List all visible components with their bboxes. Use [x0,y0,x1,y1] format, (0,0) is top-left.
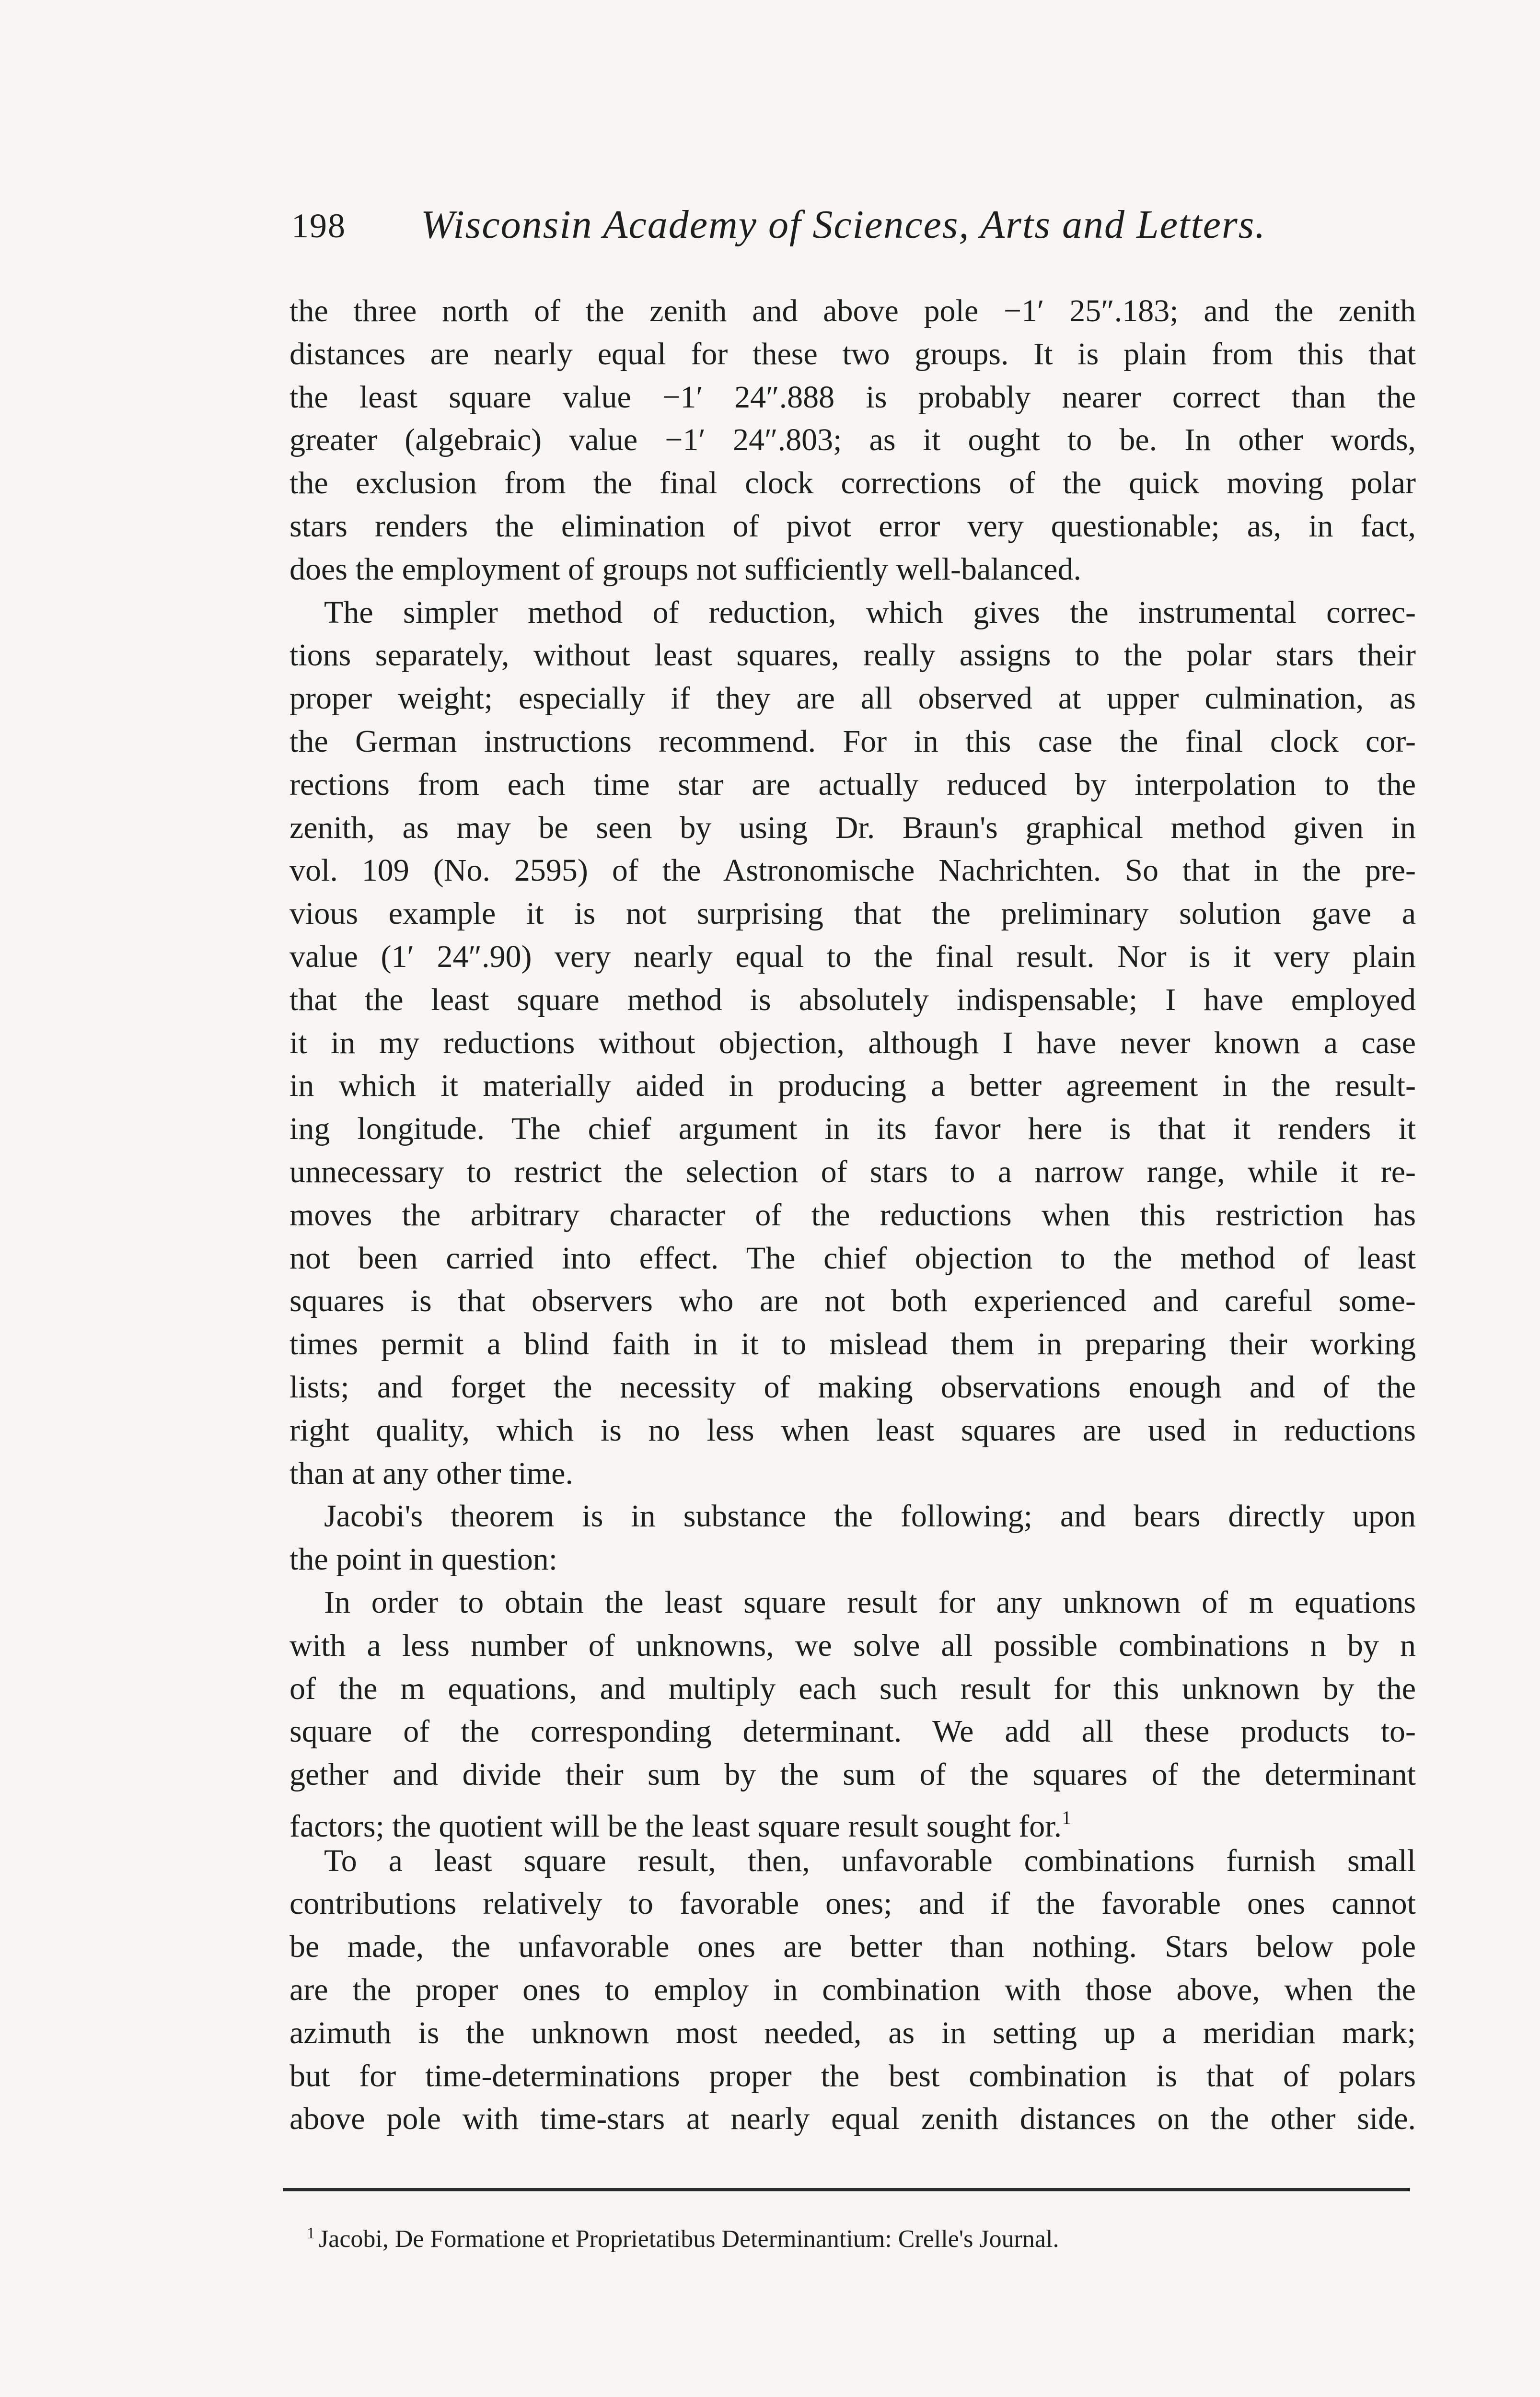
text-line: zenith, as may be seen by using Dr. Braun's graphical method given in [289,810,1416,845]
text-line: the exclusion from the final clock corrections of the quick moving polar [289,465,1416,501]
text-line: Jacobi's theorem is in substance the following; and bears directly upon [324,1499,1416,1534]
page-header [291,201,1413,273]
text-line: vol. 109 (No. 2595) of the Astronomische Nachrichten. So that in the pre- [289,853,1416,888]
text-line: it in my reductions without objection, although I have never known a case [289,1025,1416,1060]
text-line: with a less number of unknowns, we solve all possible combinations n by n [289,1628,1416,1663]
text-line: azimuth is the unknown most needed, as in setting up a meridian mark; [289,2015,1416,2050]
text-line: not been carried into effect. The chief objection to the method of least [289,1240,1416,1276]
text-line: stars renders the elimination of pivot error very questionable; as, in fact, [289,508,1416,544]
paragraph [289,1839,1416,2141]
body-text [289,290,1416,2141]
text-line: lists; and forget the necessity of making observations enough and of the [289,1369,1416,1405]
text-line: value (1′ 24″.90) very nearly equal to the final result. Nor is it very plain [289,939,1416,974]
text-line: be made, the unfavorable ones are better than nothing. Stars below pole [289,1929,1416,1965]
text-line: the point in question: [289,1542,558,1577]
text-line: contributions relatively to favorable ones; and if the favorable ones cannot [289,1886,1416,1921]
text-line: ing longitude. The chief argument in its favor here is that it renders it [289,1111,1416,1147]
text-line: To a least square result, then, unfavorable combinations furnish small [324,1843,1416,1878]
page-number: 198 [291,207,346,245]
footnote [307,2224,1059,2253]
text-line: gether and divide their sum by the sum of the squares of the determinant [289,1757,1416,1792]
footnote-divider [283,2188,1410,2191]
text-line: than at any other time. [289,1455,573,1491]
text-line: rections from each time star are actually reduced by interpolation to the [289,767,1416,802]
footnote-text: Jacobi, De Formatione et Proprietatibus Determinantium: Crelle's Journal. [319,2225,1059,2253]
text-line-content: factors; the quotient will be the least square result sought for. [289,1808,1062,1844]
text-line: the three north of the zenith and above pole −1′ 25″.183; and the zenith [289,293,1416,328]
text-line: distances are nearly equal for these two groups. It is plain from this that [289,336,1416,372]
text-line: times permit a blind faith in it to mislead them in preparing their working [289,1326,1416,1362]
paragraph [289,1581,1416,1844]
paragraph [289,591,1416,1495]
text-line: the least square value −1′ 24″.888 is probably nearer correct than the [289,379,1416,415]
text-line: the German instructions recommend. For in this case the final clock cor- [289,723,1416,759]
text-line: are the proper ones to employ in combination with those above, when the [289,1972,1416,2008]
text-line: above pole with time-stars at nearly equal zenith distances on the other side. [289,2101,1416,2137]
paragraph [289,290,1416,591]
text-line: The simpler method of reduction, which gives the instrumental correc- [324,594,1416,630]
text-line: unnecessary to restrict the selection of stars to a narrow range, while it re- [289,1154,1416,1189]
text-line: In order to obtain the least square result for any unknown of m equations [324,1584,1416,1620]
text-line: proper weight; especially if they are all observed at upper culmination, as [289,681,1416,716]
text-line [289,1796,1416,1844]
paragraph [289,1495,1416,1581]
text-line: squares is that observers who are not both experienced and careful some- [289,1283,1416,1319]
text-line: does the employment of groups not sufficiently well-balanced. [289,551,1082,587]
text-line: greater (algebraic) value −1′ 24″.803; as it ought to be. In other words, [289,422,1416,458]
text-line: that the least square method is absolutely indispensable; I have employed [289,982,1416,1017]
text-line: tions separately, without least squares, really assigns to the polar stars their [289,638,1416,673]
text-line: right quality, which is no less when least squares are used in reductions [289,1412,1416,1448]
text-line: of the m equations, and multiply each such result for this unknown by the [289,1671,1416,1706]
footnote-reference: 1 [1062,1806,1072,1828]
running-title: Wisconsin Academy of Sciences, Arts and Letters. [421,202,1266,247]
text-line: but for time-determinations proper the best combination is that of polars [289,2058,1416,2094]
text-line: square of the corresponding determinant. We add all these products to- [289,1714,1416,1749]
text-line: moves the arbitrary character of the reductions when this restriction has [289,1197,1416,1233]
text-line: in which it materially aided in producing a better agreement in the result- [289,1068,1416,1104]
footnote-marker: 1 [307,2224,315,2242]
text-line: vious example it is not surprising that the preliminary solution gave a [289,896,1416,931]
